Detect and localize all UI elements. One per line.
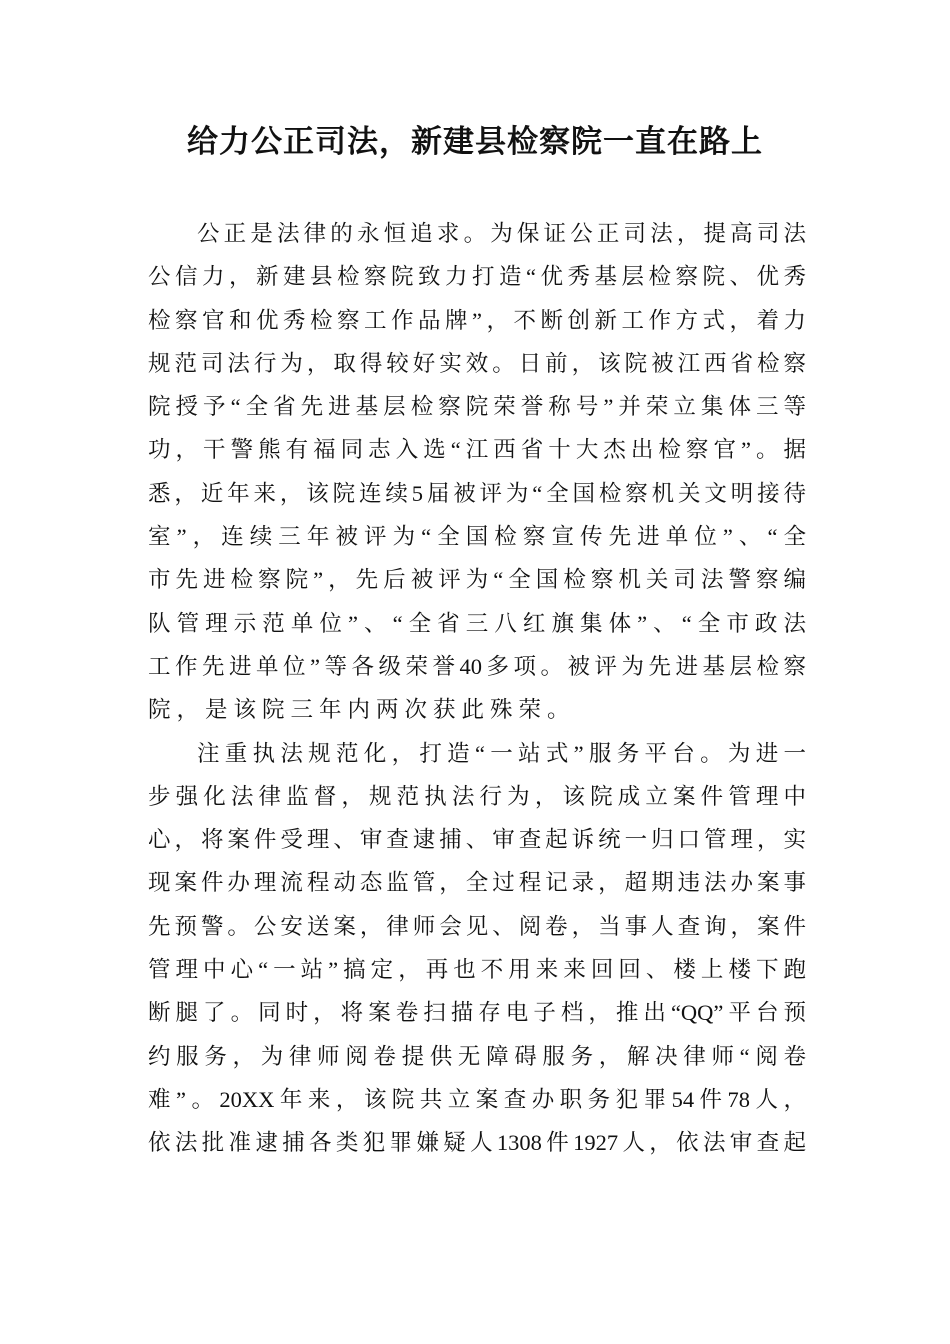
text-line: 市先进检察院”，先后被评为“全国检察机关司法警察编 xyxy=(148,567,806,593)
text-line: 依法批准逮捕各类犯罪嫌疑人1308件1927人，依法审查起 xyxy=(148,1130,806,1156)
text-line: 规范司法行为，取得较好实效。日前，该院被江西省检察 xyxy=(148,350,806,376)
text-line: 现案件办理流程动态监管，全过程记录，超期违法办案事 xyxy=(148,870,806,896)
text-line: 队管理示范单位”、“全省三八红旗集体”、“全市政法 xyxy=(148,610,806,636)
text-line: 心，将案件受理、审查逮捕、审查起诉统一归口管理，实 xyxy=(148,827,806,853)
text-line: 检察官和优秀检察工作品牌”，不断创新工作方式，着力 xyxy=(148,307,806,333)
text-line: 功，干警熊有福同志入选“江西省十大杰出检察官”。据 xyxy=(148,437,806,463)
text-line: 断腿了。同时，将案卷扫描存电子档，推出“QQ”平台预 xyxy=(148,1000,806,1026)
text-line: 约服务，为律师阅卷提供无障碍服务，解决律师“阅卷 xyxy=(148,1043,806,1069)
text-line: 管理中心“一站”搞定，再也不用来来回回、楼上楼下跑 xyxy=(148,957,806,983)
text-line: 注重执法规范化，打造“一站式”服务平台。为进一 xyxy=(197,740,806,766)
text-line: 工作先进单位”等各级荣誉40多项。被评为先进基层检察 xyxy=(148,653,806,679)
text-line: 悉，近年来，该院连续5届被评为“全国检察机关文明接待 xyxy=(148,480,806,506)
document-title: 给力公正司法，新建县检察院一直在路上 xyxy=(187,124,763,159)
text-line: 先预警。公安送案，律师会见、阅卷，当事人查询，案件 xyxy=(148,913,806,939)
text-line: 公信力，新建县检察院致力打造“优秀基层检察院、优秀 xyxy=(148,264,806,290)
text-line: 难”。20XX年来，该院共立案查办职务犯罪54件78人， xyxy=(148,1086,806,1112)
text-line: 公正是法律的永恒追求。为保证公正司法，提高司法 xyxy=(197,221,806,246)
text-line: 室”，连续三年被评为“全国检察宣传先进单位”、“全 xyxy=(148,524,806,550)
document-body xyxy=(148,212,806,1165)
paragraph xyxy=(148,732,806,1165)
text-line: 院授予“全省先进基层检察院荣誉称号”并荣立集体三等 xyxy=(148,394,806,420)
text-line: 院，是该院三年内两次获此殊荣。 xyxy=(148,697,576,723)
text-line: 步强化法律监督，规范执法行为，该院成立案件管理中 xyxy=(148,783,806,809)
paragraph xyxy=(148,212,806,732)
